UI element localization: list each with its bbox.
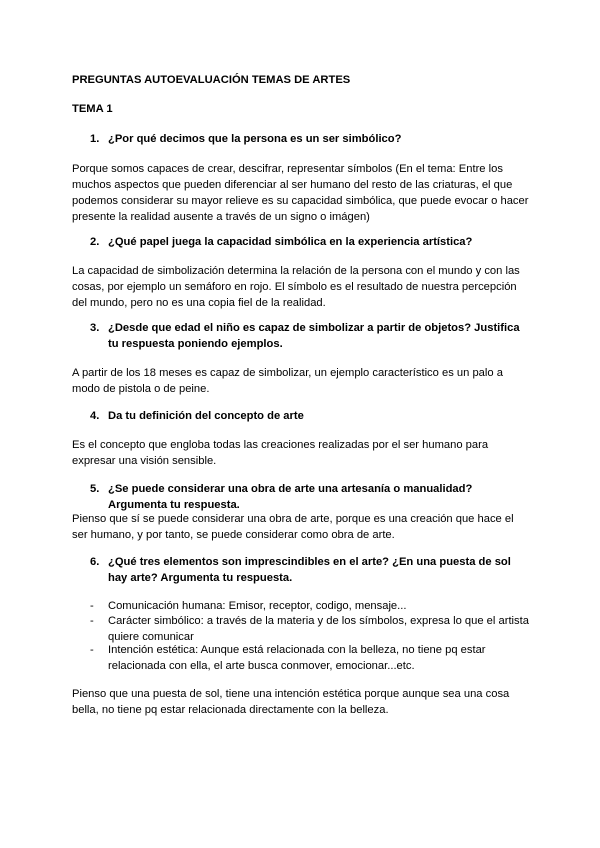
question-1 [90, 131, 520, 147]
answer-1: Porque somos capaces de crear, descifrar, representar símbolos (En el tema: Entre los muchos aspectos que pueden diferenciar al ser humano del resto de las criaturas, el que podemos considerar su mayor relieve es su capacidad simbólica, que puede evocar o hacer presente la realidad ausente a través de un signo o imágen) [72, 163, 529, 223]
question-number: 2. [90, 236, 100, 248]
list-item [90, 642, 530, 674]
answer-6: Pienso que una puesta de sol, tiene una intención estética porque aunque sea una cosa bella, no tiene pq estar relacionada directamente con la belleza. [72, 688, 510, 716]
section-title: TEMA 1 [72, 103, 113, 115]
question-number: 1. [90, 133, 100, 145]
list-item [90, 598, 530, 614]
answer-2: La capacidad de simbolización determina la relación de la persona con el mundo y con las cosas, por ejemplo un semáforo en rojo. El símbolo es el resultado de nuestra percepción del mundo, pero no es una copia fiel de la realidad. [72, 265, 520, 309]
list-item-text: Intención estética: Aunque está relacionada con la belleza, no tiene pq estar relacionada con ella, el arte busca conmover, emocionar...etc. [108, 644, 486, 672]
answer-5: Pienso que sí se puede considerar una obra de arte, porque es una creación que hace el ser humano, y por tanto, se puede considerar como obra de arte. [72, 513, 514, 541]
question-number: 4. [90, 410, 100, 422]
question-text: ¿Desde que edad el niño es capaz de simbolizar a partir de objetos? Justifica tu respuesta poniendo ejemplos. [108, 322, 520, 350]
question-number: 6. [90, 556, 100, 568]
question-3 [90, 320, 520, 352]
list-dash: - [90, 600, 94, 612]
question-4 [90, 408, 520, 424]
question-6 [90, 554, 520, 586]
document-title: PREGUNTAS AUTOEVALUACIÓN TEMAS DE ARTES [72, 74, 351, 86]
question-text: Da tu definición del concepto de arte [108, 410, 304, 422]
list-dash: - [90, 644, 94, 656]
question-2 [90, 234, 520, 250]
question-text: ¿Por qué decimos que la persona es un ser simbólico? [108, 133, 402, 145]
question-5 [90, 481, 520, 513]
list-dash: - [90, 615, 94, 627]
list-item-text: Carácter simbólico: a través de la materia y de los símbolos, expresa lo que el artista quiere comunicar [108, 615, 529, 643]
answer-3: A partir de los 18 meses es capaz de simbolizar, un ejemplo característico es un palo a modo de pistola o de peine. [72, 367, 503, 395]
answer-4: Es el concepto que engloba todas las creaciones realizadas por el ser humano para expresar una visión sensible. [72, 439, 489, 467]
question-text: ¿Se puede considerar una obra de arte una artesanía o manualidad? Argumenta tu respuesta. [108, 483, 473, 511]
question-text: ¿Qué papel juega la capacidad simbólica en la experiencia artística? [108, 236, 473, 248]
question-number: 3. [90, 322, 100, 334]
question-text: ¿Qué tres elementos son imprescindibles en el arte? ¿En una puesta de sol hay arte? Argumenta tu respuesta. [108, 556, 511, 584]
list-item-text: Comunicación humana: Emisor, receptor, codigo, mensaje... [108, 600, 407, 612]
list-item [90, 613, 530, 645]
question-number: 5. [90, 483, 100, 495]
